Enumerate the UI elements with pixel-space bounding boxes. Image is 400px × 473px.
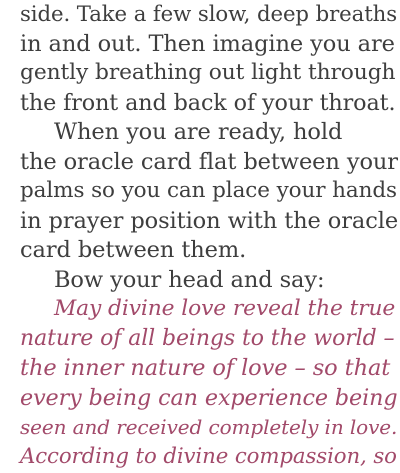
text-line: gently breathing out light through	[20, 60, 396, 85]
text-line: in prayer position with the oracle	[20, 208, 399, 234]
prayer-line: seen and received completely in love.	[20, 415, 398, 439]
text-line: side. Take a few slow, deep breaths	[20, 2, 398, 27]
text-line: Bow your head and say:	[54, 267, 325, 293]
prayer-line: May divine love reveal the true	[54, 296, 396, 321]
text-line: the oracle card flat between your	[20, 149, 398, 175]
text-line: card between them.	[20, 237, 247, 263]
text-line: palms so you can place your hands	[20, 178, 397, 203]
prayer-line: According to divine compassion, so	[20, 444, 397, 469]
prayer-line: the inner nature of love – so that	[20, 355, 391, 381]
text-line: in and out. Then imagine you are	[20, 31, 395, 57]
prayer-line: nature of all beings to the world –	[20, 326, 395, 351]
text-line: When you are ready, hold	[54, 119, 343, 145]
text-line: the front and back of your throat.	[20, 90, 396, 116]
prayer-line: every being can experience being	[20, 385, 398, 411]
